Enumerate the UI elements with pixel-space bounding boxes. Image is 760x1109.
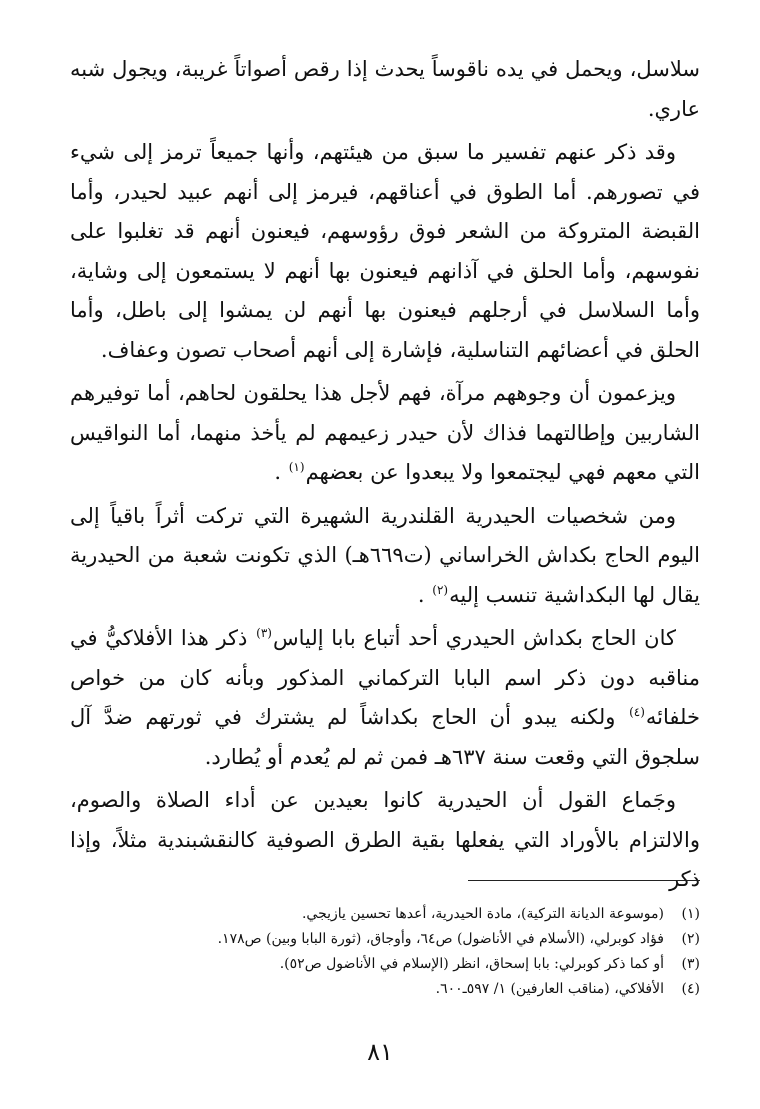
main-text: [70, 50, 700, 904]
paragraph-5-text-a: كان الحاج بكداش الحيدري أحد أتباع بابا إلياس: [272, 626, 676, 650]
footnote-text: فؤاد كوبرلي، (الأسلام في الأناضول) ص٦٤، وأوجاق، (ثورة البابا وبين) ص١٧٨.: [217, 931, 664, 947]
footnote-1: [70, 902, 700, 927]
paragraph-1: [70, 50, 700, 129]
footnote-number: (٤): [681, 981, 700, 997]
paragraph-4-text: ومن شخصيات الحيدرية القلندرية الشهيرة التي تركت أثراً باقياً إلى اليوم الحاج بكداش الخراساني (ت٦٦٩هـ) الذي تكونت شعبة من الحيدرية يقال لها البكداشية تنسب إليه: [70, 503, 700, 607]
footnote-text: أو كما ذكر كوبرلي: بابا إسحاق، انظر (الإسلام في الأناضول ص٥٢).: [279, 956, 664, 972]
footnotes: [70, 902, 700, 1002]
paragraph-3-end: .: [274, 460, 282, 484]
footnote-3: [70, 952, 700, 977]
footnote-number: (٢): [681, 931, 700, 947]
paragraph-3-text: ويزعمون أن وجوههم مرآة، فهم لأجل هذا يحلقون لحاهم، أما توفيرهم الشاربين وإطالتهما فذاك لأن حيدر زعيمهم لم يأخذ منهما، أما النواقيس التي معهم فهي ليجتمعوا ولا يبعدوا عن بعضهم: [70, 381, 700, 484]
paragraph-5-text-b: ذكر هذا الأفلاكيُّ في مناقبه دون ذكر اسم البابا التركماني المذكور وبأنه كان من خواص خلفائه: [70, 626, 700, 729]
footnote-ref-1: (١): [288, 460, 305, 474]
paragraph-4-end: .: [417, 582, 425, 607]
paragraph-5: [70, 619, 700, 777]
paragraph-2-text: وقد ذكر عنهم تفسير ما سبق من هيئتهم، وأنها جميعاً ترمز إلى شيء في تصورهم. أما الطوق في أعناقهم، فيرمز إلى أنهم عبيد لحيدر، وأما القبضة المتروكة من الشعر فوق رؤوسهم، فيعنون أنهم قد تغلبوا على نفوسهم، وأما الحلق في آذانهم فيعنون بها أنهم لا يستمعون إلى وشاية، وأما السلاسل في أرجلهم فيعنون بها أنهم لن يمشوا إلى باطل، وأما الحلق في أعضائهم التناسلية، فإشارة إلى أنهم أصحاب تصون وعفاف.: [70, 140, 700, 362]
footnote-2: [70, 927, 700, 952]
paragraph-5-text-c: ولكنه يبدو أن الحاج بكداشاً لم يشترك في ثورتهم ضدَّ آل سلجوق التي وقعت سنة ٦٣٧هـ فمن ثم لم يُعدم أو يُطارد.: [70, 705, 700, 769]
paragraph-2: [70, 133, 700, 370]
footnote-4: [70, 977, 700, 1002]
paragraph-6: [70, 781, 700, 900]
footnote-ref-4: (٤): [629, 705, 645, 719]
page-number: ٨١: [367, 1038, 393, 1066]
paragraph-4: [70, 497, 700, 616]
footnote-ref-2: (٢): [432, 582, 449, 597]
footnote-text: الأفلاكي، (مناقب العارفين) ١/ ٥٩٧ـ٦٠٠.: [435, 981, 664, 997]
paragraph-1-text: سلاسل، ويحمل في يده ناقوساً يحدث إذا رقص أصواتاً غريبة، ويجول شبه عاري.: [70, 57, 700, 121]
paragraph-3: [70, 374, 700, 493]
footnote-text: (موسوعة الديانة التركية)، مادة الحيدرية، أعدها تحسين يازيجي.: [301, 906, 664, 922]
footnote-ref-3: (٣): [256, 626, 272, 640]
footnote-number: (١): [681, 906, 700, 922]
footnote-number: (٣): [681, 956, 700, 972]
paragraph-6-text: وجَماع القول أن الحيدرية كانوا بعيدين عن أداء الصلاة والصوم، والالتزام بالأوراد التي يفعلها بقية الطرق الصوفية كالنقشبندية مثلاً، وإذا ذكر: [70, 788, 700, 891]
footnote-divider: [468, 880, 700, 881]
